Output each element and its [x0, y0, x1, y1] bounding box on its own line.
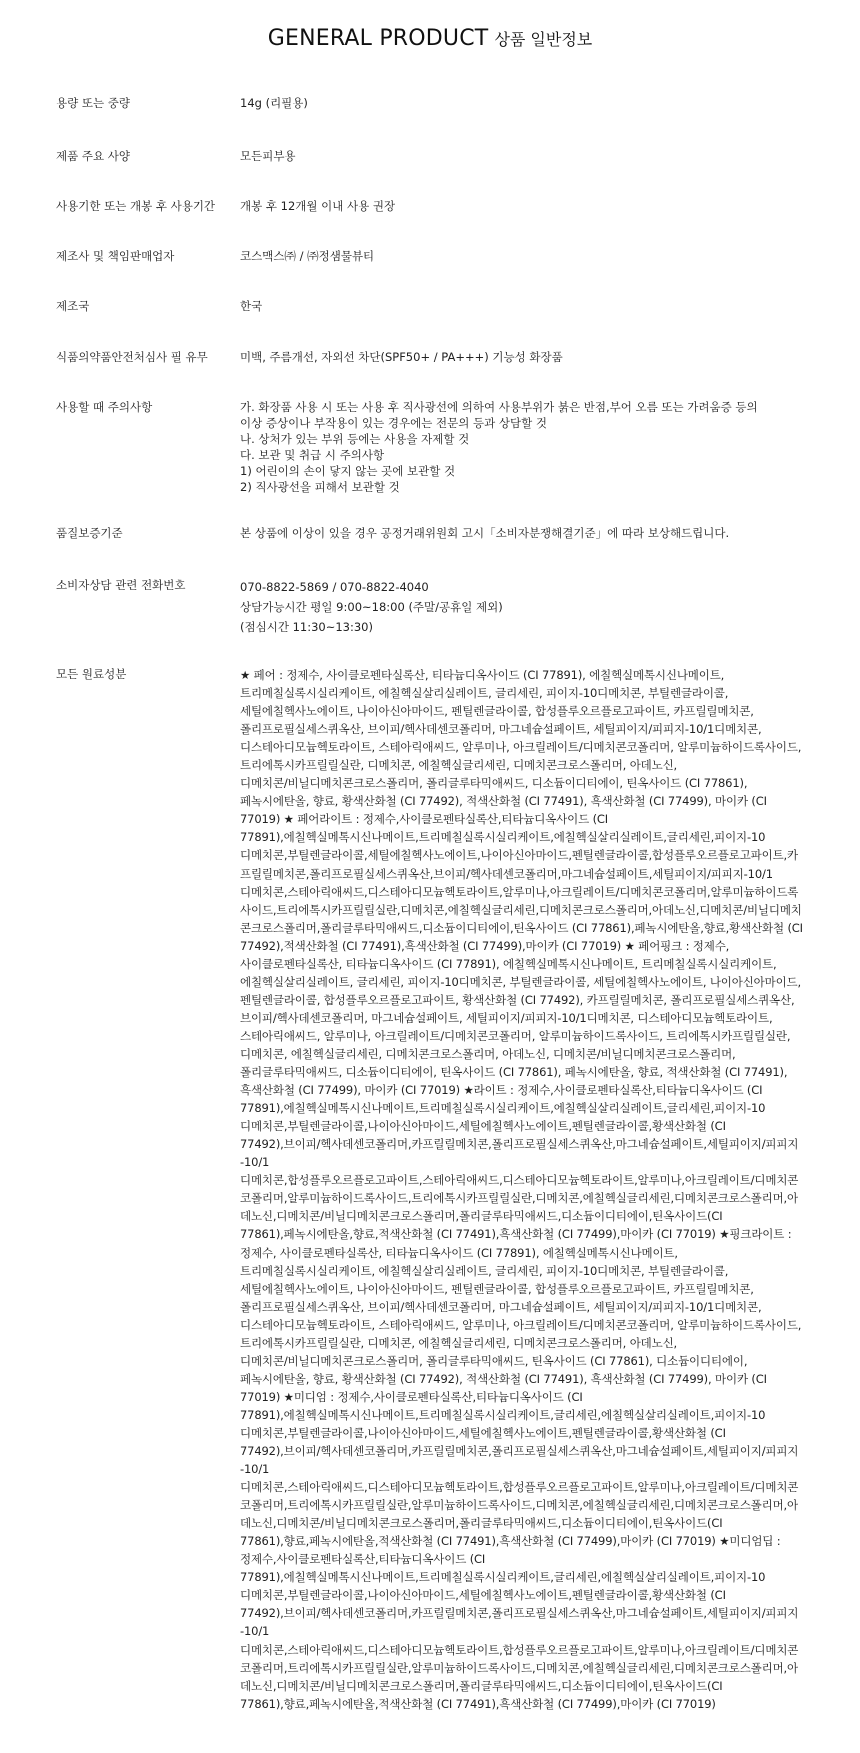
ingredients-line: 페녹시에탄올, 향료, 황색산화철 (CI 77492), 적색산화철 (CI 77491), 흑색산화철 (CI 77499), 마이카 (CI — [240, 794, 767, 809]
ingredients-line: 코폴리머,트리에톡시카프릴릴실란,알루미늄하이드록사이드,디메치콘,에칠헥실글리세린,디메치콘크로스폴리머,아 — [240, 1498, 799, 1513]
info-value — [240, 95, 850, 111]
ingredients-line: 에칠헥실살리실레이트, 글리세린, 피이지-10디메치콘, 부틸렌글라이콜, 세틸에칠헥사노에이트, 나이아신아마이드, — [240, 974, 802, 989]
ingredients-line: 흑색산화철 (CI 77499), 마이카 (CI 77019) ★라이트 : 정제수,사이클로펜타실록산,티타늄디옥사이드 (CI — [240, 1083, 763, 1098]
info-label: 소비자상담 관련 전화번호 — [56, 578, 186, 592]
ingredients-line: 사이드,트리에톡시카프릴릴실란,디메치콘,에칠헥실글리세린,디메치콘크로스폴리머,아데노신,디메치콘/비닐디메치 — [240, 902, 802, 917]
ingredients-line: 스테아릭애씨드, 알루미나, 아크릴레이트/디메치콘코폴리머, 알루미늄하이드록사이드, 트리에톡시카프릴릴실란, — [240, 1028, 791, 1043]
ingredients-line: 디스테아디모늄헥토라이트, 스테아릭애씨드, 알루미나, 아크릴레이트/디메치콘코폴리머, 알루미늄하이드록사이드, — [240, 1317, 802, 1332]
info-value-line: 한국 — [240, 299, 263, 313]
ingredients-line: -10/1 — [240, 1155, 270, 1170]
info-value — [240, 349, 850, 365]
ingredients-line: 프릴릴메치콘,폴리프로필실세스퀴옥산,브이피/헥사데센코폴리머,마그네슘설페이트,세틸피이지/피피지-10/1 — [240, 866, 773, 881]
ingredients-line: 디메치콘,부틸렌글라이콜,나이아신아마이드,세틸에칠헥사노에이트,펜틸렌글라이콜,황색산화철 (CI — [240, 1425, 726, 1440]
ingredients-line: 77492),브이피/헥사데센코폴리머,카프릴릴메치콘,폴리프로필실세스퀴옥산,마그네슘설페이트,세틸피이지/피피지 — [240, 1444, 799, 1459]
info-value — [240, 198, 850, 214]
ingredients-line: 디메치콘,부틸렌글라이콜,나이아신아마이드,세틸에칠헥사노에이트,펜틸렌글라이콜,황색산화철 (CI — [240, 1119, 726, 1134]
contact-phone: 070-8822-5869 / 070-8822-4040 — [240, 580, 429, 594]
ingredients-line: 펜틸렌글라이콜, 합성플루오르플로고파이트, 황색산화철 (CI 77492), 카프릴릴메치콘, 폴리프로필실세스퀴옥산, — [240, 992, 795, 1007]
contact-hours: 상담가능시간 평일 9:00~18:00 (주말/공휴일 제외) — [240, 600, 503, 614]
ingredients-line: 디메치콘/비닐디메치콘크로스폴리머, 폴리글루타믹애씨드, 디소듐이디티에이, 틴옥사이드 (CI 77861), — [240, 776, 748, 791]
info-value — [240, 298, 850, 314]
info-value-line: 2) 직사광선을 피해서 보관할 것 — [240, 480, 400, 494]
ingredients-line: 콘크로스폴리머,폴리글루타믹애씨드,디소듐이디티에이,틴옥사이드 (CI 77861),페녹시에탄올,향료,황색산화철 (CI — [240, 920, 803, 935]
ingredients-line: 코폴리머,트리에톡시카프릴릴실란,알루미늄하이드록사이드,디메치콘,에칠헥실글리세린,디메치콘크로스폴리머,아 — [240, 1660, 799, 1675]
ingredients-line: 77492),브이피/헥사데센코폴리머,카프릴릴메치콘,폴리프로필실세스퀴옥산,마그네슘설페이트,세틸피이지/피피지 — [240, 1606, 799, 1621]
ingredients-line: 페녹시에탄올, 향료, 황색산화철 (CI 77492), 적색산화철 (CI 77491), 흑색산화철 (CI 77499), 마이카 (CI — [240, 1371, 767, 1386]
info-label: 사용할 때 주의사항 — [56, 400, 153, 414]
ingredients-line: 77019) ★미디엄 : 정제수,사이클로펜타실록산,티타늄디옥사이드 (CI — [240, 1389, 583, 1404]
ingredients-text — [240, 666, 850, 1713]
ingredients-line: 데노신,디메치콘/비닐디메치콘크로스폴리머,폴리글루타믹애씨드,디소듐이디티에이,틴옥사이드(CI — [240, 1209, 723, 1224]
ingredients-line: 정제수, 사이클로펜타실록산, 티타늄디옥사이드 (CI 77891), 에칠헥실메톡시신나메이트, — [240, 1245, 678, 1260]
ingredients-line: 디스테아디모늄헥토라이트, 스테아릭애씨드, 알루미나, 아크릴레이트/디메치콘코폴리머, 알루미늄하이드록사이드, — [240, 740, 802, 755]
ingredients-line: 77861),향료,페녹시에탄올,적색산화철 (CI 77491),흑색산화철 (CI 77499),마이카 (CI 77019) ★미디엄딥 : — [240, 1534, 781, 1549]
info-value — [240, 248, 850, 264]
ingredients-line: 트리에톡시카프릴릴실란, 디메치콘, 에칠헥실글리세린, 디메치콘크로스폴리머, 아데노신, — [240, 1335, 678, 1350]
info-label: 식품의약품안전처심사 필 유무 — [56, 350, 208, 364]
info-value — [240, 148, 850, 164]
ingredients-line: 디메치콘,부틸렌글라이콜,나이아신아마이드,세틸에칠헥사노에이트,펜틸렌글라이콜,황색산화철 (CI — [240, 1588, 726, 1603]
ingredients-line: 폴리프로필실세스퀴옥산, 브이피/헥사데센코폴리머, 마그네슘설페이트, 세틸피이지/피피지-10/1디메치콘, — [240, 722, 762, 737]
ingredients-line: -10/1 — [240, 1462, 270, 1477]
info-value-line: 다. 보관 및 취급 시 주의사항 — [240, 448, 385, 462]
info-label: 품질보증기준 — [56, 526, 123, 540]
ingredients-line: 77891),에칠헥실메톡시신나메이트,트리메칠실록시실리케이트,에칠헥실살리실레이트,글리세린,피이지-10 — [240, 1101, 766, 1116]
ingredients-line: 77891),에칠헥실메톡시신나메이트,트리메칠실록시실리케이트,글리세린,에칠헥실살리실레이트,피이지-10 — [240, 1407, 766, 1422]
ingredients-line: 세틸에칠헥사노에이트, 나이아신아마이드, 펜틸렌글라이콜, 합성플루오르플로고파이트, 카프릴릴메치콘, — [240, 704, 754, 719]
ingredients-line: 세틸에칠헥사노에이트, 나이아신아마이드, 펜틸렌글라이콜, 합성플루오르플로고파이트, 카프릴릴메치콘, — [240, 1281, 754, 1296]
contact-lunch: (점심시간 11:30~13:30) — [240, 620, 373, 634]
info-value-line: 개봉 후 12개월 이내 사용 권장 — [240, 199, 396, 213]
info-value — [240, 399, 850, 495]
ingredients-line: 폴리글루타믹애씨드, 디소듐이디티에이, 틴옥사이드 (CI 77861), 페녹시에탄올, 향료, 적색산화철 (CI 77491), — [240, 1065, 788, 1080]
page-title-en: GENERAL PRODUCT — [267, 26, 489, 51]
ingredients-line: 디메치콘,합성플루오르플로고파이트,스테아릭애씨드,디스테아디모늄헥토라이트,알루미나,아크릴레이트/디메치콘 — [240, 1173, 799, 1188]
ingredients-line: -10/1 — [240, 1624, 270, 1639]
ingredients-line: 데노신,디메치콘/비닐디메치콘크로스폴리머,폴리글루타믹애씨드,디소듐이디티에이,틴옥사이드(CI — [240, 1678, 723, 1693]
ingredients-line: 정제수,사이클로펜타실록산,티타늄디옥사이드 (CI — [240, 1552, 486, 1567]
ingredients-line: 77019) ★ 페어라이트 : 정제수,사이클로펜타실록산,티타늄디옥사이드 (CI — [240, 812, 609, 827]
ingredients-line: ★ 페어 : 정제수, 사이클로펜타실록산, 티타늄디옥사이드 (CI 77891), 에칠헥실메톡시신나메이트, — [240, 668, 725, 682]
ingredients-line: 폴리프로필실세스퀴옥산, 브이피/헥사데센코폴리머, 마그네슘설페이트, 세틸피이지/피피지-10/1디메치콘, — [240, 1299, 762, 1314]
ingredients-line: 디메치콘/비닐디메치콘크로스폴리머, 폴리글루타믹애씨드, 틴옥사이드 (CI 77861), 디소듐이디티에이, — [240, 1353, 748, 1368]
ingredients-line: 트리메칠실록시실리케이트, 에칠헥실살리실레이트, 글리세린, 피이지-10디메치콘, 부틸렌글라이콜, — [240, 686, 729, 701]
info-value-line: 1) 어린이의 손이 닿지 않는 곳에 보관할 것 — [240, 464, 456, 478]
ingredients-line: 디메치콘,스테아릭애씨드,디스테아디모늄헥토라이트,합성플루오르플로고파이트,알루미나,아크릴레이트/디메치콘 — [240, 1480, 799, 1495]
ingredients-line: 77492),적색산화철 (CI 77491),흑색산화철 (CI 77499),마이카 (CI 77019) ★ 페어핑크 : 정제수, — [240, 938, 730, 953]
info-label: 제품 주요 사양 — [56, 149, 130, 163]
info-label: 제조사 및 책임판매업자 — [56, 249, 175, 263]
info-value-line: 가. 화장품 사용 시 또는 사용 후 직사광선에 의하여 사용부위가 붉은 반점,부어 오름 또는 가려움증 등의 — [240, 400, 758, 414]
ingredients-line: 트리에톡시카프릴릴실란, 디메치콘, 에칠헥실글리세린, 디메치콘크로스폴리머, 아데노신, — [240, 758, 678, 773]
info-label: 모든 원료성분 — [56, 667, 127, 681]
info-value — [240, 525, 850, 541]
ingredients-line: 77492),브이피/헥사데센코폴리머,카프릴릴메치콘,폴리프로필실세스퀴옥산,마그네슘설페이트,세틸피이지/피피지 — [240, 1137, 799, 1152]
page-title — [0, 26, 860, 51]
info-value-line: 코스맥스㈜ / ㈜정샘물뷰티 — [240, 249, 375, 263]
info-value-line: 나. 상처가 있는 부위 등에는 사용을 자제할 것 — [240, 432, 470, 446]
info-label: 사용기한 또는 개봉 후 사용기간 — [56, 199, 216, 213]
ingredients-line: 사이클로펜타실록산, 티타늄디옥사이드 (CI 77891), 에칠헥실메톡시신나메이트, 트리메칠실록시실리케이트, — [240, 956, 777, 971]
ingredients-line: 77861),향료,페녹시에탄올,적색산화철 (CI 77491),흑색산화철 (CI 77499),마이카 (CI 77019) — [240, 1696, 716, 1711]
info-value-line: 14g (리필용) — [240, 96, 308, 110]
ingredients-line: 77891),에칠헥실메톡시신나메이트,트리메칠실록시실리케이트,글리세린,에칠헥실살리실레이트,피이지-10 — [240, 1570, 766, 1585]
page-title-ko: 상품 일반정보 — [494, 30, 593, 49]
info-value-line: 이상 증상이나 부작용이 있는 경우에는 전문의 등과 상담할 것 — [240, 416, 547, 430]
ingredients-line: 디메치콘, 에칠헥실글리세린, 디메치콘크로스폴리머, 아데노신, 디메치콘/비닐디메치콘크로스폴리머, — [240, 1046, 736, 1061]
info-value-line: 모든피부용 — [240, 149, 296, 163]
ingredients-line: 트리메칠실록시실리케이트, 에칠헥실살리실레이트, 글리세린, 피이지-10디메치콘, 부틸렌글라이콜, — [240, 1263, 729, 1278]
ingredients-line: 디메치콘,스테아릭애씨드,디스테아디모늄헥토라이트,합성플루오르플로고파이트,알루미나,아크릴레이트/디메치콘 — [240, 1642, 799, 1657]
ingredients-line: 데노신,디메치콘/비닐디메치콘크로스폴리머,폴리글루타믹애씨드,디소듐이디티에이,틴옥사이드(CI — [240, 1516, 723, 1531]
ingredients-line: 77891),에칠헥실메톡시신나메이트,트리메칠실록시실리케이트,에칠헥실살리실레이트,글리세린,피이지-10 — [240, 830, 766, 845]
ingredients-line: 코폴리머,알루미늄하이드록사이드,트리에톡시카프릴릴실란,디메치콘,에칠헥실글리세린,디메치콘크로스폴리머,아 — [240, 1191, 799, 1206]
info-value-line: 본 상품에 이상이 있을 경우 공정거래위원회 고시「소비자분쟁해결기준」에 따라 보상해드립니다. — [240, 526, 730, 540]
info-label: 제조국 — [56, 299, 90, 313]
info-value-line: 미백, 주름개선, 자외선 차단(SPF50+ / PA+++) 기능성 화장품 — [240, 350, 563, 364]
ingredients-line: 브이피/헥사데센코폴리머, 마그네슘설페이트, 세틸피이지/피피지-10/1디메치콘, 디스테아디모늄헥토라이트, — [240, 1010, 773, 1025]
info-value — [240, 577, 850, 637]
ingredients-line: 디메치콘,스테아릭애씨드,디스테아디모늄헥토라이트,알루미나,아크릴레이트/디메치콘코폴리머,알루미늄하이드록 — [240, 884, 799, 899]
ingredients-line: 디메치콘,부틸렌글라이콜,세틸에칠헥사노에이트,나이아신아마이드,펜틸렌글라이콜,합성플루오르플로고파이트,카 — [240, 848, 799, 863]
info-label: 용량 또는 중량 — [56, 96, 130, 110]
ingredients-line: 77861),페녹시에탄올,향료,적색산화철 (CI 77491),흑색산화철 (CI 77499),마이카 (CI 77019) ★핑크라이트 : — [240, 1227, 792, 1242]
